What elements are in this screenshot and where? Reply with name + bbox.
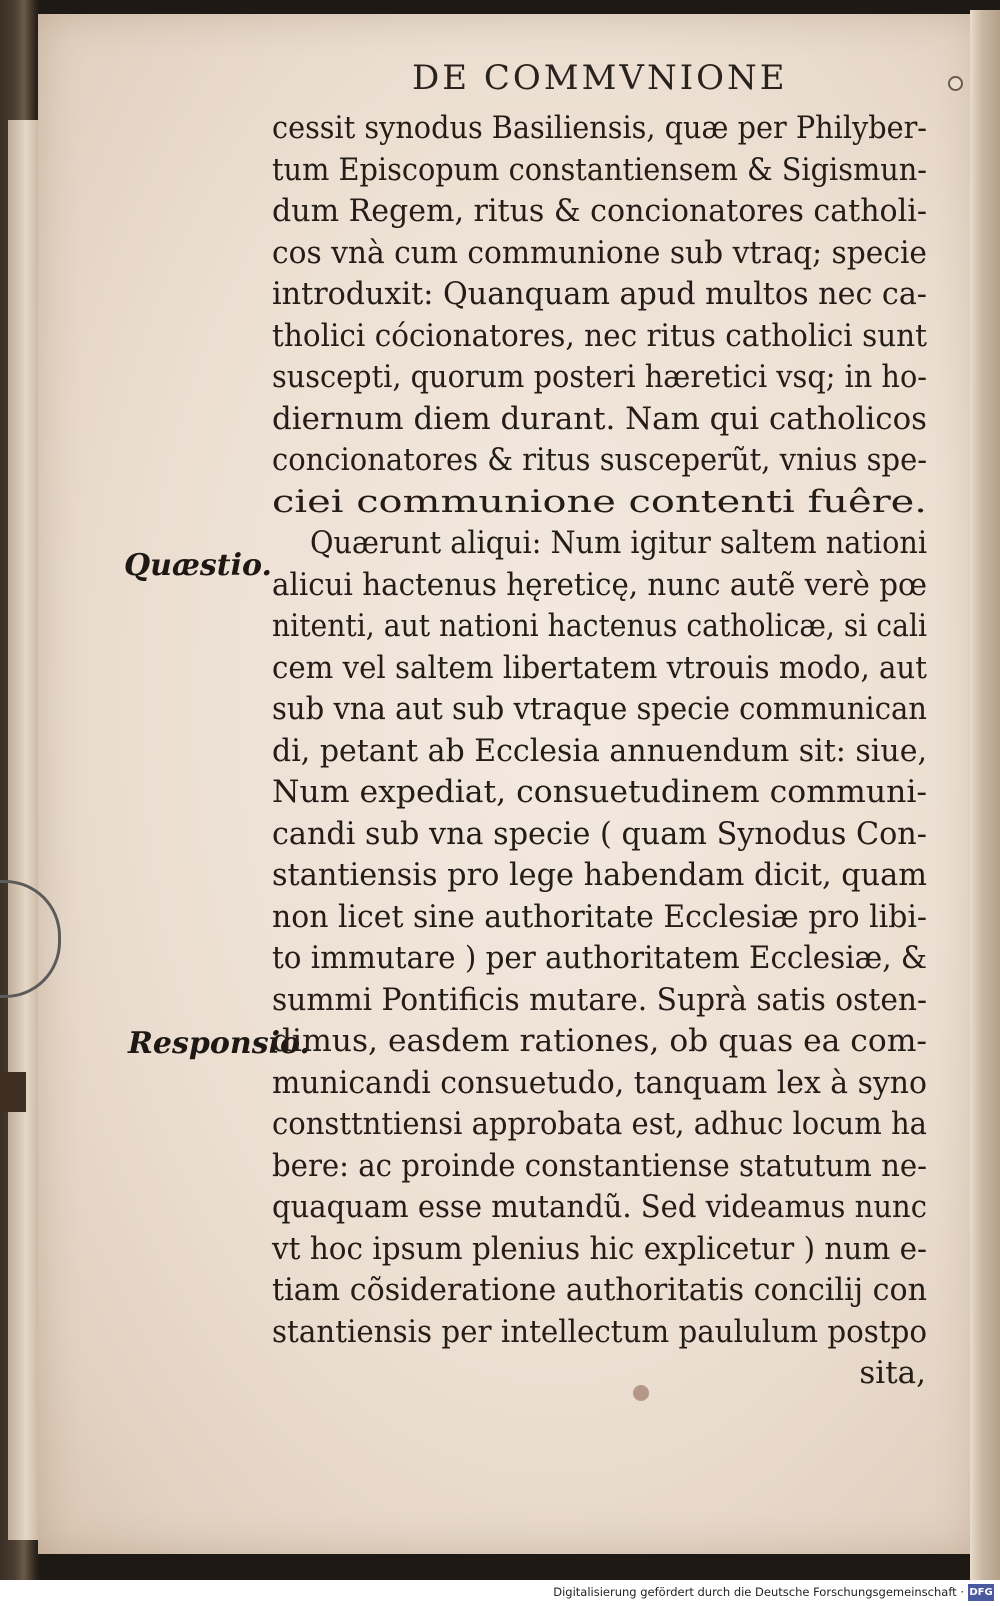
text-line: tum Episcopum constantiensem & Sigismun- — [272, 151, 927, 188]
text-line: municandi consuetudo, tanquam lex à syno — [272, 1064, 927, 1101]
margin-note-responsio: Responsio. — [128, 1026, 310, 1061]
text-line: diernum diem durant. Nam qui catholicos — [272, 400, 927, 437]
text-line: suscepti, quorum posteri hæretici vsq; in ho- — [272, 359, 927, 395]
text-line: stantiensis pro lege habendam dicit, quam — [272, 857, 927, 893]
binding-hole — [948, 76, 963, 91]
text-line: cessit synodus Basiliensis, quæ per Philyber- — [272, 110, 927, 146]
text-line: to immutare ) per authoritatem Ecclesiæ, & — [272, 940, 927, 976]
text-line: consttntiensi approbata est, adhuc locum ha — [272, 1106, 927, 1142]
text-line: tholici cócionatores, nec ritus catholici sunt — [272, 317, 927, 354]
text-line: Num expediat, consuetudinem communi- — [272, 774, 927, 810]
text-line: Quærunt aliqui: Num igitur saltem nationi — [310, 525, 927, 561]
text-line: concionatores & ritus susceperũt, vnius spe- — [272, 442, 927, 478]
text-line: cem vel saltem libertatem vtrouis modo, aut — [272, 649, 927, 686]
text-line: nitenti, aut nationi hactenus catholicæ, si cali — [272, 608, 927, 644]
text-line: non licet sine authoritate Ecclesiæ pro libi- — [272, 898, 927, 935]
text-line: introduxit: Quanquam apud multos nec ca- — [272, 276, 927, 312]
text-line: dimus, easdem rationes, ob quas ea com- — [272, 1023, 927, 1059]
text-line: stantiensis per intellectum paululum postpo — [272, 1313, 927, 1350]
text-line: di, petant ab Ecclesia annuendum sit: siue, — [272, 732, 927, 769]
running-head: DE COMMVNIONE — [412, 58, 788, 98]
body-text — [272, 108, 932, 1395]
text-line: vt hoc ipsum plenius hic explicetur ) num e- — [272, 1230, 927, 1267]
text-line: quaquam esse mutandũ. Sed videamus nunc — [272, 1189, 927, 1225]
page-stack-right-edge — [970, 10, 1000, 1580]
dfg-logo: DFG — [968, 1584, 994, 1601]
footer-bar — [0, 1580, 1000, 1606]
text-line: alicui hactenus hęreticę, nunc autẽ verè pœ — [272, 566, 927, 603]
text-line: cos vnà cum communione sub vtraq; specie — [272, 234, 927, 271]
page-stack-left-edge — [8, 120, 38, 1540]
text-line: summi Pontificis mutare. Suprà satis osten- — [272, 981, 927, 1018]
footer-credit: Digitalisierung gefördert durch die Deutsche Forschungsgemeinschaft · — [553, 1585, 964, 1599]
text-line: tiam cõsideratione authoritatis concilij con — [272, 1272, 927, 1308]
text-line: candi sub vna specie ( quam Synodus Con- — [272, 815, 927, 852]
text-line: bere: ac proinde constantiense statutum ne- — [272, 1147, 927, 1184]
margin-note-questio: Quæstio. — [124, 548, 272, 583]
text-line: sub vna aut sub vtraque specie communican — [272, 691, 927, 727]
catchword: sita, — [859, 1355, 926, 1391]
text-line: ciei communione contenti fuêre. — [272, 483, 927, 520]
text-line: dum Regem, ritus & concionatores catholi- — [272, 193, 927, 229]
clip-holder — [0, 1072, 26, 1112]
